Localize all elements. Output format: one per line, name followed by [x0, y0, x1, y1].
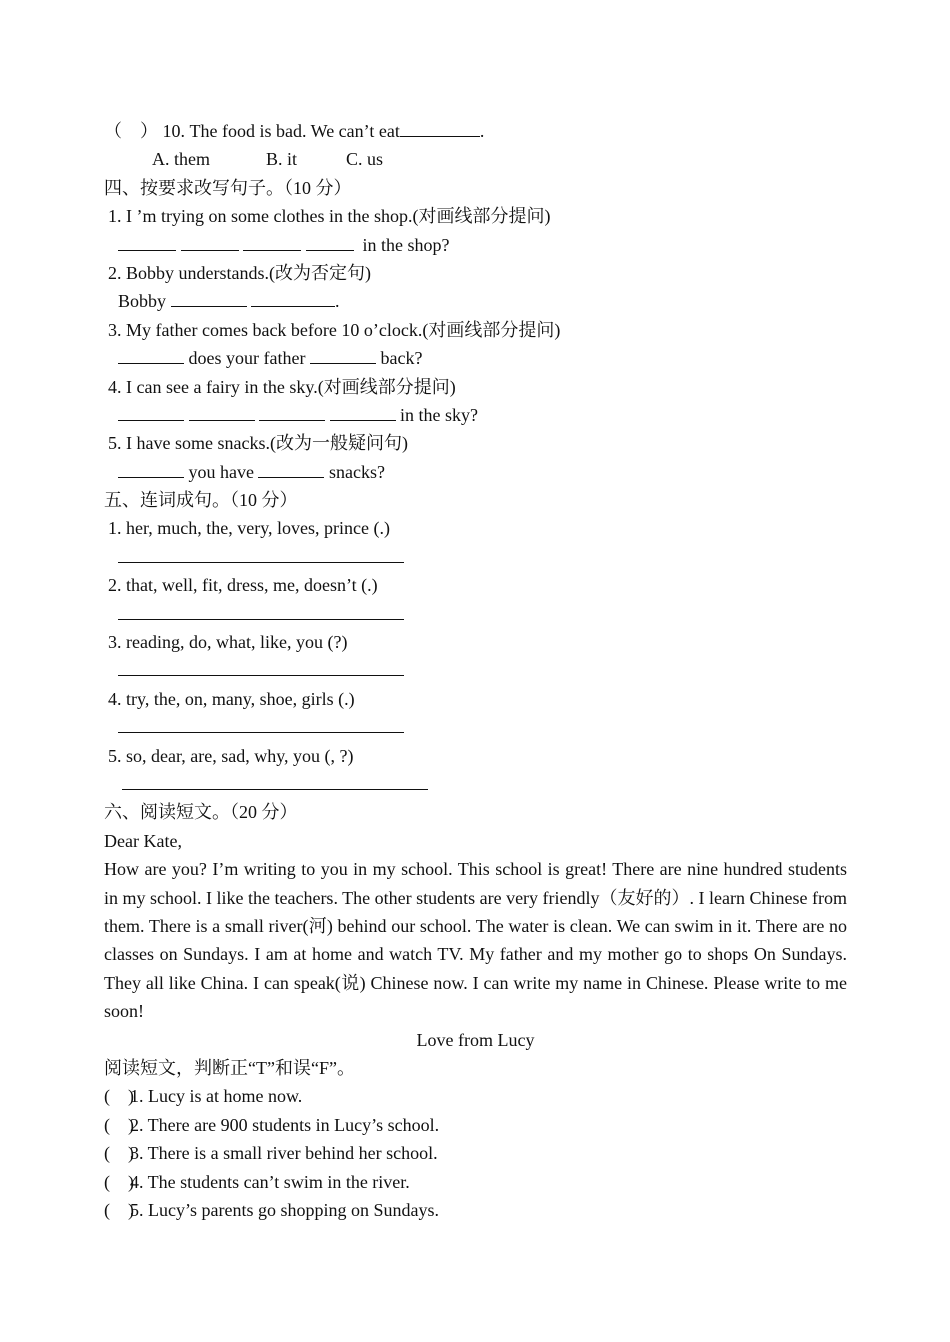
- s5-item-3-prompt: 3. reading, do, what, like, you (?): [108, 632, 348, 653]
- answer-blank[interactable]: [181, 232, 239, 251]
- answer-blank[interactable]: [400, 118, 480, 137]
- tf-answer-paren[interactable]: ( ): [104, 1114, 134, 1135]
- answer-line[interactable]: [118, 657, 404, 676]
- tf-item-1: [104, 1082, 847, 1110]
- s4-item-4-prompt: 4. I can see a fairy in the sky.(对画线部分提问): [108, 376, 456, 397]
- punctuation: .: [335, 291, 340, 312]
- s5-item-2-answer: [104, 600, 847, 628]
- answer-blank[interactable]: [243, 232, 301, 251]
- answer-blank[interactable]: [259, 402, 325, 421]
- s5-item-4-prompt: 4. try, the, on, many, shoe, girls (.): [108, 688, 355, 709]
- answer-blank[interactable]: [258, 459, 324, 478]
- question-10-options: [104, 145, 847, 173]
- punctuation: .: [479, 121, 485, 141]
- tf-statement: 1. Lucy is at home now.: [130, 1086, 303, 1107]
- answer-blank[interactable]: [310, 345, 376, 364]
- s5-item-1-answer: [104, 543, 847, 571]
- answer-blank[interactable]: [118, 345, 184, 364]
- s4-item-5-answer: [104, 458, 847, 486]
- s4-item-4-answer: [104, 401, 847, 429]
- tf-statement: 5. Lucy’s parents go shopping on Sundays.: [130, 1199, 439, 1220]
- option-b: B. it: [266, 149, 298, 170]
- answer-blank[interactable]: [171, 288, 247, 307]
- question-text: 10. The food is bad. We can’t eat: [162, 121, 400, 141]
- section-4-heading: 四、按要求改写句子。（10 分）: [104, 177, 352, 198]
- tf-answer-paren[interactable]: ( ): [104, 1199, 134, 1220]
- letter-greeting: Dear Kate,: [104, 830, 182, 851]
- tf-answer-paren[interactable]: ( ): [104, 1171, 134, 1192]
- answer-blank[interactable]: [189, 402, 255, 421]
- answer-line[interactable]: [118, 601, 404, 620]
- answer-middle: does your father: [188, 348, 306, 369]
- answer-tail: back?: [380, 348, 423, 369]
- answer-blank[interactable]: [118, 232, 176, 251]
- letter-signoff: Love from Lucy: [416, 1029, 535, 1050]
- s5-item-1-prompt: 1. her, much, the, very, loves, prince (.): [108, 518, 391, 539]
- letter-body: How are you? I’m writing to you in my school. This school is great! There are nine hundred students in my school. I like the teachers. The other students are very friendly（友好的）. I learn Chinese from them. There is a small river(河) behind our school. The water is clean. We can swim in it. There are no classes on Sundays. I am at home and watch TV. My father and my mother go to shops On Sundays. They all like China. I can speak(说) Chinese now. I can write my name in Chinese. Please write to me soon!: [104, 859, 847, 1022]
- s4-item-1-prompt: 1. I ’m trying on some clothes in the shop.(对画线部分提问): [108, 206, 551, 227]
- tf-item-5: [104, 1196, 847, 1224]
- s5-item-5-answer: [104, 770, 847, 798]
- tf-item-4: [104, 1168, 847, 1196]
- answer-blank[interactable]: [118, 402, 184, 421]
- s4-item-1-answer: [104, 231, 847, 259]
- s4-item-2-answer: [104, 287, 847, 315]
- answer-blank[interactable]: [330, 402, 396, 421]
- answer-head: Bobby: [118, 291, 167, 312]
- answer-middle: you have: [188, 461, 254, 482]
- tf-item-2: [104, 1111, 847, 1139]
- s5-item-2-prompt: 2. that, well, fit, dress, me, doesn’t (.): [108, 575, 378, 596]
- section-6-heading: 六、阅读短文。（20 分）: [104, 802, 298, 823]
- answer-blank[interactable]: [306, 232, 354, 251]
- s5-item-3-answer: [104, 656, 847, 684]
- option-a: A. them: [152, 149, 210, 170]
- s4-item-5-prompt: 5. I have some snacks.(改为一般疑问句): [108, 433, 408, 454]
- tf-statement: 2. There are 900 students in Lucy’s school.: [130, 1114, 440, 1135]
- s4-item-3-answer: [104, 344, 847, 372]
- tf-item-3: [104, 1139, 847, 1167]
- s4-item-3-prompt: 3. My father comes back before 10 o’clock.(对画线部分提问): [108, 319, 561, 340]
- answer-line[interactable]: [118, 544, 404, 563]
- tf-statement: 4. The students can’t swim in the river.: [130, 1171, 410, 1192]
- section-5-heading: 五、连词成句。（10 分）: [104, 490, 298, 511]
- worksheet-page: [104, 117, 847, 1224]
- answer-tail: in the sky?: [400, 404, 478, 425]
- tf-statement: 3. There is a small river behind her school.: [130, 1143, 438, 1164]
- answer-tail: in the shop?: [362, 234, 450, 255]
- s5-item-4-answer: [104, 713, 847, 741]
- s4-item-2-prompt: 2. Bobby understands.(改为否定句): [108, 262, 371, 283]
- option-c: C. us: [346, 149, 384, 170]
- answer-tail: snacks?: [328, 461, 385, 482]
- s5-item-5-prompt: 5. so, dear, are, sad, why, you (, ?): [108, 745, 354, 766]
- tf-answer-paren[interactable]: ( ): [104, 1086, 134, 1107]
- answer-paren: （ ）: [104, 121, 158, 141]
- tf-answer-paren[interactable]: ( ): [104, 1143, 134, 1164]
- answer-line[interactable]: [118, 714, 404, 733]
- answer-line[interactable]: [122, 771, 428, 790]
- answer-blank[interactable]: [118, 459, 184, 478]
- answer-blank[interactable]: [251, 288, 335, 307]
- question-10: [104, 117, 847, 145]
- tf-instruction: 阅读短文，判断正“T”和误“F”。: [104, 1057, 355, 1078]
